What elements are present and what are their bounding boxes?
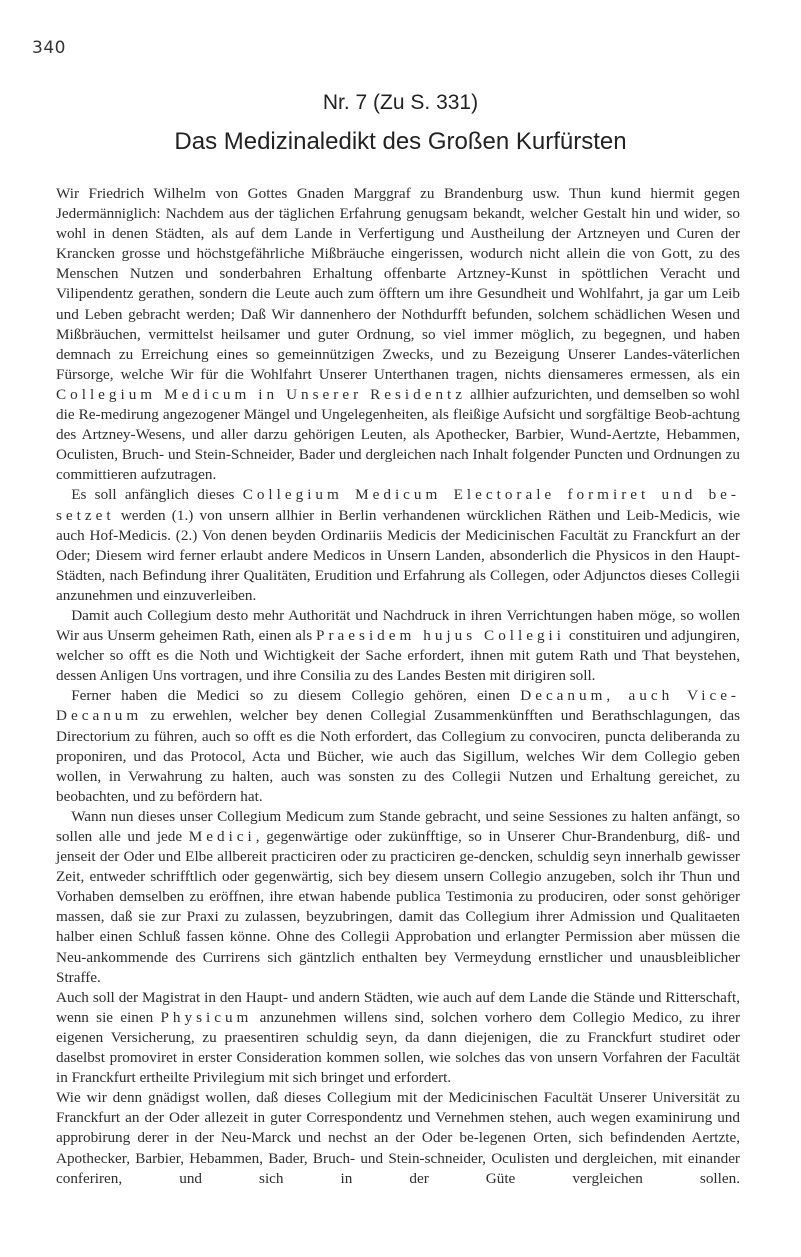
paragraph — [56, 807, 740, 988]
paragraph — [56, 606, 740, 686]
spaced-emphasis: Physicum — [160, 1008, 253, 1026]
spaced-emphasis: Collegium Medicum Electorale formiret und be-setzet — [56, 486, 740, 524]
paragraph-text: constituiren und adjungiren, welcher so offt es die Noth und Wichtigkeit der Sache erfordert, ihnen mit gutem Rath und That beystehen, dessen Anligen Uns vortragen, und ihre Consilia zu des Landes Besten mit dirigiren soll. — [56, 627, 740, 685]
spaced-emphasis: Praesidem hujus Collegii — [316, 627, 565, 645]
paragraph-text: Wie wir denn gnädigst wollen, daß dieses Collegium mit der Medicinischen Facultät Unserer Universität zu Franckfurt an der Oder allezeit in guter Correspondentz und Vernehmen stehen, auch wegen examinirung und approbirung derer in der Neu-Marck und nechst an der Oder be-legenen Orten, sich befindenden Aertzte, Apothecker, Barbier, Hebammen, Bader, Bruch- und Stein-schneider, Oculisten und dergleichen, mit einander conferiren, und sich in der Güte vergleichen sollen. — [56, 1089, 740, 1187]
paragraph-text: Ferner haben die Medici so zu diesem Collegio gehören, einen — [71, 687, 521, 705]
paragraph-text: zu erwehlen, welcher bey denen Collegial Zusammenkünfften und Berathschlagungen, das Directorium zu führen, auch so offt es die Noth erfordert, das Collegium zu convociren, puncta deliberanda zu proponiren, und das Protocol, Acta und Bücher, wie auch das Sigillum, welches Wir dem Collegio geben wollen, in Verwahrung zu halten, auch was sonsten zu des Collegii Nutzen und Erhaltung gereichet, zu beobachten, und zu befördern hat. — [56, 707, 740, 805]
paragraph-text: Auch soll der Magistrat in den Haupt- und andern Städten, wie auch auf dem Lande die Stände und Ritterschaft, wenn sie einen — [56, 988, 740, 1026]
paragraph-text: werden (1.) von unsern allhier in Berlin verhandenen würcklichen Räthen und Leib-Medicis, wie auch Hof-Medicis. (2.) Von denen beyden Ordinariis Medicis der Medicinischen Facultät zu Franckfurt an der Oder; Diesem wird ferner erlaubt andere Medicos in Unsern Landen, absonderlich die Physicos in den Haupt-Städten, nach Befindung ihrer Qualitäten, Erudition und Erfahrung als Collegen, oder Adjunctos dieses Collegii anzunehmen und einzuverleiben. — [56, 506, 740, 604]
paragraph-text: Wir Friedrich Wilhelm von Gottes Gnaden Marggraf zu Brandenburg usw. Thun kund hiermit gegen Jedermänniglich: Nachdem aus der täglichen Erfahrung genugsam bekandt, welcher Gestalt hin und wider, so wohl in denen Städten, als auf dem Lande in Verfertigung und Austheilung der Artzneyen und Curen der Krancken grosse und höchstgefährliche Mißbräuche eingerissen, wodurch nicht allein die von Gott, zu des Menschen Nutzen und sonderbahren Erhaltung offenbarte Artzney-Kunst in spöttlichen Veracht und Vilipendentz gerathen, sondern die Leute auch zum öfftern um ihre Gesundheit und Wohlfahrt, ja gar um Leib und Leben gebracht werden; Daß Wir dannenhero der Nothdurfft befunden, solchem schädlichen Wesen und Mißbräuchen, vermittelst heilsamer und guter Ordnung, so viel immer möglich, zu begegnen, und haben demnach zu Erreichung eines so gemeinnützigen Zwecks, und zu Bezeigung Unserer Landes-väterlichen Fürsorge, welche Wir für die Wohlfahrt Unserer Unterthanen tragen, nichts diensameres ermessen, als ein — [56, 185, 740, 383]
spaced-emphasis: Decanum, auch Vice-Decanum — [56, 687, 740, 725]
page-number: 340 — [32, 38, 66, 58]
paragraph — [56, 1088, 740, 1188]
paragraph — [56, 686, 740, 807]
spaced-emphasis: Collegium Medicum in Unserer Residentz — [56, 385, 467, 403]
paragraph-text: Wann nun dieses unser Collegium Medicum zum Stande gebracht, und seine Sessiones zu halten anfängt, so sollen alle und jede — [56, 807, 740, 845]
document-title: Das Medizinaledikt des Großen Kurfürsten — [174, 128, 627, 155]
paragraph-text: allhier aufzurichten, und demselben so wohl die Re-medirung angezogener Mängel und Ungelegenheiten, als fleißige Aufsicht und sorgfältige Beob-achtung des Artzney-Wesens, und aller darzu gehörigen Leuten, als Apothecker, Barbier, Wund-Aertzte, Hebammen, Oculisten, Bruch- und Stein-Schneider, Bader und dergleichen nach Inhalt folgender Puncten und Ordnungen zu committieren aufzutragen. — [56, 385, 740, 484]
paragraph-text: , gegenwärtige oder zukünfftige, so in Unserer Chur-Brandenburg, diß- und jenseit der Oder und Elbe allbereit practiciren oder zu practiciren ge-dencken, schuldig seyn innerhalb gewisser Zeit, entweder schrifftlich oder gegenwärtig, sich bey diesem unsern Collegio anzugeben, solch ihr Thun und Vorhaben demselben zu eröffnen, ihre etwan habende publica Testimonia zu produciren, oder sonst gehöriger massen, daß sie zur Praxi zu zulassen, beyzubringen, damit das Collegium ihrer Admission und Qualitaeten halber einen Schluß fassen könne. Ohne des Collegii Approbation und erlangter Permission aber müssen die Neu-ankommende des Currirens sich gäntzlich enthalten bey Vermeydung ernstlicher und unausbleiblicher Straffe. — [56, 828, 741, 986]
paragraph — [56, 184, 740, 485]
edict-text — [56, 184, 740, 1189]
paragraph-text: Es soll anfänglich dieses — [71, 486, 243, 504]
spaced-emphasis: Medici — [188, 828, 256, 845]
paragraph-text: Damit auch Collegium desto mehr Authorität und Nachdruck in ihren Verrichtungen haben möge, so wollen Wir aus Unserm geheimen Rath, einen als — [56, 606, 740, 645]
paragraph — [56, 988, 740, 1088]
document-number: Nr. 7 (Zu S. 331) — [322, 91, 479, 114]
paragraph-text: anzunehmen willens sind, solchen vorhero dem Collegio Medico, zu ihrer eigenen Versicherung, zu praesentiren schuldig seyn, da dann diejenigen, die zu Franckfurt studiret oder daselbst promoviret in erster Consideration kommen sollen, wie solches das von unsern Vorfahren der Facultät in Franckfurt ertheilte Privilegium mit sich bringet und erfordert. — [56, 1008, 741, 1087]
paragraph — [56, 485, 740, 606]
